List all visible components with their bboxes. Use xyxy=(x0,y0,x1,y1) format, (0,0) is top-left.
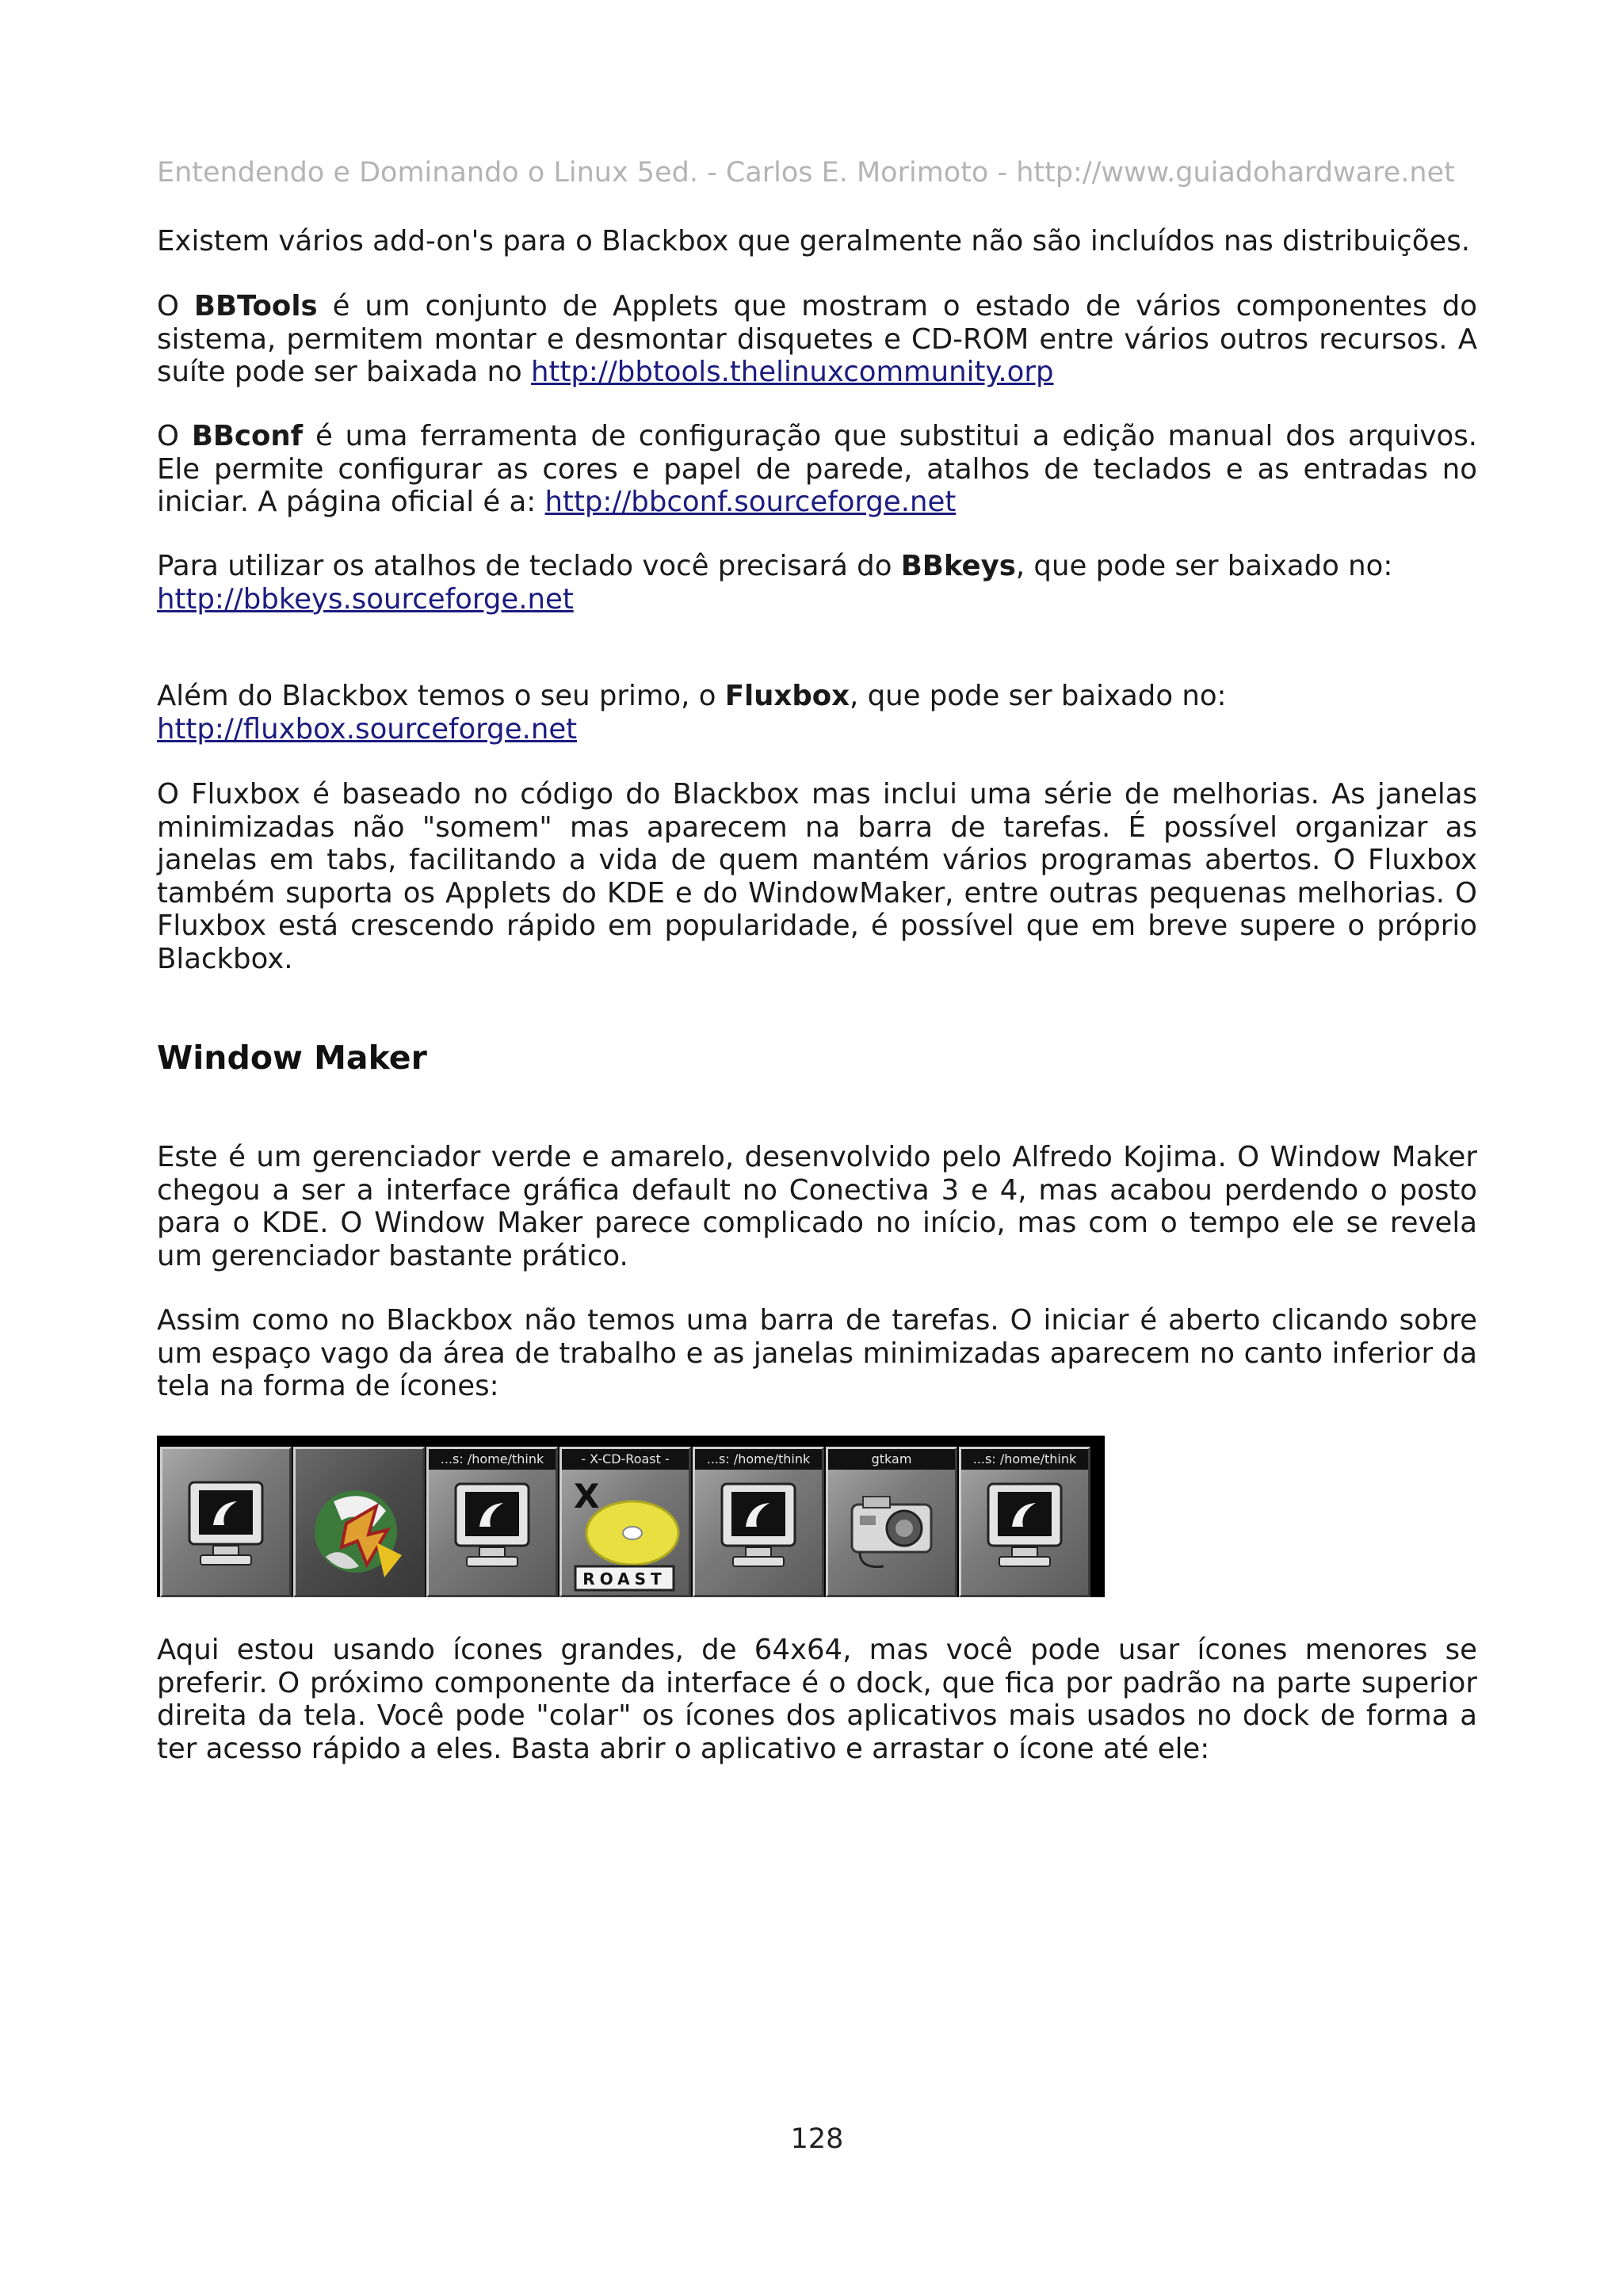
monitor-icon xyxy=(717,1481,800,1574)
running-header: Entendendo e Dominando o Linux 5ed. - Carlos E. Morimoto - http://www.guiadohardware.net xyxy=(157,157,1455,189)
monitor-icon xyxy=(185,1479,267,1573)
wm-tile-title: ...s: /home/think xyxy=(695,1449,822,1470)
paragraph-bbtools: O BBTools é um conjunto de Applets que mostram o estado de vários componentes do sistema, permitem montar e desmontar disquetes e CD-ROM entre vários outros recursos. A suíte pode ser baixada no http://bbtools.thelinuxcommunity.orp xyxy=(157,290,1477,388)
cd-roast-icon xyxy=(566,1474,685,1593)
camera-icon xyxy=(844,1481,939,1574)
paragraph-dock: Aqui estou usando ícones grandes, de 64x64, mas você pode usar ícones menores se preferir. O próximo componente da interface é o dock, que fica por padrão na parte superior direita da tela. Você pode "colar" os ícones dos aplicativos mais usados no dock de forma a ter acesso rápido a eles. Basta abrir o aplicativo e arrastar o ícone até ele: xyxy=(157,1634,1477,1765)
wm-tile-6 xyxy=(826,1447,957,1597)
wm-tile-title: ...s: /home/think xyxy=(961,1449,1088,1470)
paragraph-fluxbox-intro: Além do Blackbox temos o seu primo, o Fluxbox, que pode ser baixado no: http://fluxbox.sourceforge.net xyxy=(157,680,1227,746)
paragraph-window-maker-intro: Este é um gerenciador verde e amarelo, desenvolvido pelo Alfredo Kojima. O Window Maker chegou a ser a interface gráfica default no Conectiva 3 e 4, mas acabou perdendo o posto para o KDE. O Window Maker parece complicado no início, mas com o tempo ele se revela um gerenciador bastante prático. xyxy=(157,1141,1477,1272)
monitor-icon xyxy=(451,1481,533,1574)
bbtools-link[interactable]: http://bbtools.thelinuxcommunity.orp xyxy=(531,356,1054,388)
bbconf-term: BBconf xyxy=(191,420,304,452)
wm-tile-5 xyxy=(693,1447,824,1597)
wm-tile-4 xyxy=(559,1447,691,1597)
wm-tile-title: - X-CD-Roast - xyxy=(562,1449,689,1470)
wm-tile-title: gtkam xyxy=(828,1449,955,1470)
wm-tile-title: ...s: /home/think xyxy=(429,1449,556,1470)
bbtools-term: BBTools xyxy=(193,290,318,322)
paragraph-addons: Existem vários add-on's para o Blackbox que geralmente não são incluídos nas distribuições. xyxy=(157,225,1471,257)
page-number: 128 xyxy=(790,2123,844,2155)
paragraph-fluxbox-details: O Fluxbox é baseado no código do Blackbox mas inclui uma série de melhorias. As janelas minimizadas não "somem" mas aparecem na barra de tarefas. É possível organizar as janelas em tabs, facilitando a vida de quem mantém vários programas abertos. O Fluxbox também suporta os Applets do KDE e do WindowMaker, entre outras pequenas melhorias. O Fluxbox está crescendo rápido em popularidade, é possível que em breve supere o próprio Blackbox. xyxy=(157,778,1477,975)
bbconf-link[interactable]: http://bbconf.sourceforge.net xyxy=(544,486,957,518)
bbkeys-term: BBkeys xyxy=(900,550,1016,582)
section-heading-window-maker: Window Maker xyxy=(157,1039,427,1077)
wm-tile-1 xyxy=(160,1447,292,1597)
svg-text:X: X xyxy=(574,1477,600,1516)
wm-tile-7 xyxy=(959,1447,1090,1597)
wm-tile-2 xyxy=(293,1447,425,1597)
monitor-icon xyxy=(983,1481,1066,1574)
wmaker-logo-icon xyxy=(310,1479,408,1582)
bbkeys-link[interactable]: http://bbkeys.sourceforge.net xyxy=(157,582,574,616)
fluxbox-link[interactable]: http://fluxbox.sourceforge.net xyxy=(157,712,578,746)
wm-tile-3 xyxy=(426,1447,558,1597)
window-maker-icon-strip xyxy=(157,1436,1105,1597)
paragraph-bbconf: O BBconf é uma ferramenta de configuração que substitui a edição manual dos arquivos. Ele permite configurar as cores e papel de parede, atalhos de teclados e as entradas no iniciar. A página oficial é a: http://bbconf.sourceforge.net xyxy=(157,420,1477,518)
roast-label: ROAST xyxy=(582,1569,666,1589)
paragraph-bbkeys: Para utilizar os atalhos de teclado você precisará do BBkeys, que pode ser baixado no: http://bbkeys.sourceforge.net xyxy=(157,550,1393,616)
fluxbox-term: Fluxbox xyxy=(724,680,850,712)
paragraph-window-maker-taskbar: Assim como no Blackbox não temos uma barra de tarefas. O iniciar é aberto clicando sobre um espaço vago da área de trabalho e as janelas minimizadas aparecem no canto inferior da tela na forma de ícones: xyxy=(157,1304,1477,1402)
